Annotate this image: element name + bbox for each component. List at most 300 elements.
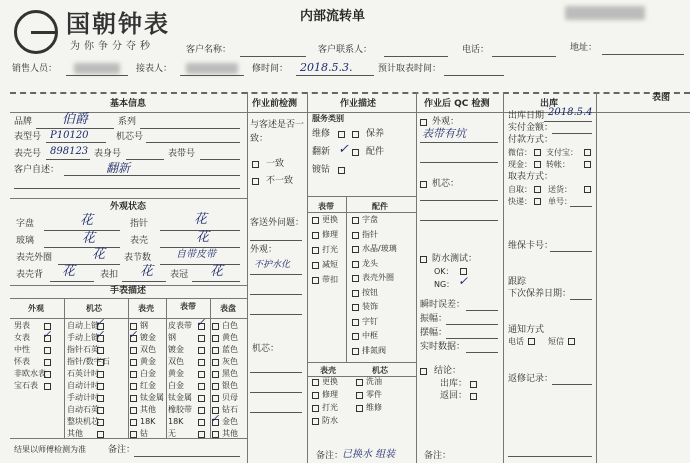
desc-exterior-2-label: 中性 <box>14 345 30 354</box>
desc-case-6-label: 钛金属 <box>140 393 164 402</box>
desc-movement-8-label: 整块机芯 <box>67 417 99 426</box>
band-item-4-checkbox[interactable] <box>312 277 319 284</box>
next-service-field[interactable] <box>570 299 592 300</box>
desc-strap-0-label: 皮表带 <box>168 321 192 330</box>
out-date-value: 2018.5.4 <box>548 107 593 118</box>
desc-dial-9-label: 其他 <box>222 429 238 438</box>
desc-case-3-checkbox[interactable] <box>130 359 137 366</box>
qc-exterior-checkbox[interactable] <box>420 119 427 126</box>
warranty-label: 维保卡号： <box>508 241 554 251</box>
service-plating-checkbox[interactable] <box>338 167 345 174</box>
wechat-checkbox[interactable] <box>534 149 541 156</box>
qc-waterproof-checkbox[interactable] <box>420 256 427 263</box>
strap-links-label: 表节数 <box>124 253 152 263</box>
qc-beat-field[interactable] <box>446 338 498 339</box>
desc-divider-4 <box>10 438 247 439</box>
desc-dial-1-label: 黄色 <box>222 333 238 342</box>
band-item-3-checkbox[interactable] <box>312 262 319 269</box>
model-label: 表型号 <box>14 132 42 142</box>
desc-strap-8-label: 18K <box>168 417 184 426</box>
precheck-movement-field[interactable] <box>250 372 302 373</box>
band-item-2-label: 打光 <box>322 245 338 254</box>
dial-value: 花 <box>80 213 94 228</box>
self-pickup-checkbox[interactable] <box>534 186 541 193</box>
next-service-label: 下次保养日期： <box>508 289 572 299</box>
qc-exterior-value: 表带有坑 <box>422 127 466 140</box>
band-item-0-checkbox[interactable] <box>312 217 319 224</box>
series-label: 系列 <box>118 117 137 127</box>
blurred-salesperson <box>74 63 120 74</box>
ask-field[interactable] <box>250 240 302 241</box>
doc-title: 内部流转单 <box>300 9 366 24</box>
desc-col-case: 表壳 <box>138 304 154 313</box>
expected-pickup-label: 预计取表时间： <box>378 64 442 74</box>
desc-strap-6-label: 钛金属 <box>168 393 192 402</box>
service-maintain-checkbox[interactable] <box>352 131 359 138</box>
address-label: 地址： <box>570 43 598 53</box>
refurbish-check-icon: ✓ <box>338 142 349 157</box>
pickup-method-label: 取表方式： <box>508 172 554 182</box>
desc-movement-5-label: 自动计时 <box>67 381 99 390</box>
qc-conclusion-checkbox[interactable] <box>420 368 427 375</box>
band-item-0-label: 更换 <box>322 215 338 224</box>
logo-circle-icon <box>14 10 58 54</box>
service-title: 服务类别 <box>312 114 344 123</box>
glass-field[interactable] <box>44 247 120 248</box>
revisit-label: 返修记录： <box>508 374 554 384</box>
precheck-movement-field-3[interactable] <box>250 412 302 413</box>
desc-strap-1-checkbox[interactable] <box>198 335 205 342</box>
case-title: 表壳 <box>320 366 336 375</box>
grid-top-line <box>10 92 690 94</box>
out-date-field[interactable] <box>544 121 592 122</box>
parts-item-6-label: 装饰 <box>362 302 378 311</box>
handwritten-check-icon: ✓ <box>210 412 220 425</box>
desc-movement-9-checkbox[interactable] <box>97 431 104 438</box>
consistent-label: 一致 <box>266 159 285 169</box>
service-parts-checkbox[interactable] <box>352 149 359 156</box>
qc-movement-field[interactable] <box>420 200 498 201</box>
desc-dial-1-checkbox[interactable] <box>212 335 219 342</box>
phone-label: 电话： <box>462 45 490 55</box>
series-field[interactable] <box>140 128 240 129</box>
repair-time-value: 2018.5.3. <box>300 61 353 74</box>
clasp-field[interactable] <box>122 281 166 282</box>
desc-strap-3-label: 双色 <box>168 357 184 366</box>
desc-case-4-label: 白金 <box>140 369 156 378</box>
desc-case-2-label: 双色 <box>140 345 156 354</box>
parts-item-7-checkbox[interactable] <box>352 319 359 326</box>
grid-col-4 <box>503 92 504 463</box>
desc-col-exterior: 外观 <box>28 304 44 313</box>
desc-strap-5-checkbox[interactable] <box>198 383 205 390</box>
desc-case-9-checkbox[interactable] <box>130 431 137 438</box>
desc-strap-4-label: 黄金 <box>168 369 184 378</box>
parts-item-1-checkbox[interactable] <box>352 232 359 239</box>
desc-case-5-checkbox[interactable] <box>130 383 137 390</box>
paid-label: 实付金额： <box>508 123 554 133</box>
precheck-exterior-field[interactable] <box>250 274 302 275</box>
model-field[interactable] <box>46 142 106 143</box>
desc-strap-7-checkbox[interactable] <box>198 407 205 414</box>
warranty-field[interactable] <box>550 251 592 252</box>
inconsistent-label: 不一致 <box>266 176 294 186</box>
hands-label: 指针 <box>130 219 149 229</box>
parts-item-6-checkbox[interactable] <box>352 304 359 311</box>
service-maintain: 保养 <box>366 129 385 139</box>
desc-case-2-checkbox[interactable] <box>130 347 137 354</box>
band-item-1-checkbox[interactable] <box>312 232 319 239</box>
clasp-label: 表扣 <box>100 270 119 280</box>
qc-return-checkbox[interactable] <box>470 393 477 400</box>
band-item-1-label: 修理 <box>322 230 338 239</box>
desc-dial-6-checkbox[interactable] <box>212 395 219 402</box>
salesperson-label: 销售人员： <box>12 64 58 74</box>
desc-case-4-checkbox[interactable] <box>130 371 137 378</box>
precheck-question: 与客述是否一致： <box>250 120 305 144</box>
desc-dial-9-checkbox[interactable] <box>212 431 219 438</box>
follow-label: 跟踪 <box>508 277 527 287</box>
mv-item-1-label: 零件 <box>366 390 382 399</box>
customer-desc-value: 翻新 <box>106 161 131 175</box>
case-item-0-label: 更换 <box>322 377 338 386</box>
desc-dial-0-label: 白色 <box>222 321 238 330</box>
notify-phone-checkbox[interactable] <box>528 338 535 345</box>
case-item-0-checkbox[interactable] <box>312 379 319 386</box>
customer-name-field[interactable] <box>240 56 306 57</box>
notify-label: 通知方式 <box>508 325 545 335</box>
desc-movement-2-label: 指针石英 <box>67 345 99 354</box>
desc-col-3 <box>166 298 167 438</box>
crown-field[interactable] <box>192 281 240 282</box>
desc-strap-1-label: 钢 <box>168 333 176 342</box>
desc-strap-8-checkbox[interactable] <box>198 419 205 426</box>
appearance-title: 外观状态 <box>110 202 147 212</box>
qc-return: 返回： <box>440 391 468 401</box>
qc-beat: 摆幅： <box>420 328 448 338</box>
desc-movement-1-label: 手动上链 <box>67 333 99 342</box>
desc-exterior-5-label: 宝石表 <box>14 381 38 390</box>
side-title: 表图 <box>652 93 671 103</box>
blurred-stamp <box>565 6 645 20</box>
repair-time-label: 修时间： <box>252 64 289 74</box>
desc-exterior-3-checkbox[interactable] <box>44 359 51 366</box>
salesperson-field[interactable] <box>66 75 128 76</box>
service-refurbish: 翻新 <box>312 147 331 157</box>
qc-instant-error-field[interactable] <box>466 310 498 311</box>
grid-col-3 <box>416 92 417 463</box>
desc-dial-3-checkbox[interactable] <box>212 359 219 366</box>
desc-col-movement: 机芯 <box>86 304 102 313</box>
job-title: 作业描述 <box>340 99 377 109</box>
customer-contact-label: 客户联系人： <box>318 45 373 55</box>
express-label: 快递： <box>508 197 532 206</box>
phone-field[interactable] <box>492 56 556 57</box>
customer-desc-field-2[interactable] <box>14 188 240 189</box>
body-no-field[interactable] <box>126 159 164 160</box>
crown-label: 表冠 <box>170 270 189 280</box>
desc-exterior-0-label: 男表 <box>14 321 30 330</box>
desc-exterior-1-label: 女表 <box>14 333 30 342</box>
qc-measured: 实时数据： <box>420 342 466 352</box>
service-repair: 维修 <box>312 129 331 139</box>
paid-field[interactable] <box>552 133 592 134</box>
desc-strap-6-checkbox[interactable] <box>198 395 205 402</box>
qc-amplitude: 振幅： <box>420 314 448 324</box>
parts-item-0-checkbox[interactable] <box>352 217 359 224</box>
inconsistent-checkbox[interactable] <box>252 178 259 185</box>
desc-movement-0-label: 自动上链 <box>67 321 99 330</box>
strap-links-value: 自带皮带 <box>176 249 216 260</box>
grid-col-2 <box>307 92 308 463</box>
clasp-value: 花 <box>140 264 154 279</box>
alipay-label: 支付宝： <box>546 148 578 157</box>
case-value: 花 <box>196 230 210 245</box>
band-item-4-label: 带扣 <box>322 275 338 284</box>
desc-movement-7-label: 自动石英 <box>67 405 99 414</box>
qc-outbound-checkbox[interactable] <box>470 381 477 388</box>
qc-amplitude-field[interactable] <box>446 324 498 325</box>
case-item-1-label: 修理 <box>322 390 338 399</box>
desc-case-0-label: 钢 <box>140 321 148 330</box>
case-exterior-label: 表壳外圈 <box>16 253 53 263</box>
mv-item-1-checkbox[interactable] <box>356 392 363 399</box>
qc-measured-field[interactable] <box>466 352 498 353</box>
brand-name: 国朝钟表 <box>66 10 170 38</box>
desc-dial-5-checkbox[interactable] <box>212 383 219 390</box>
desc-case-8-checkbox[interactable] <box>130 419 137 426</box>
case-no-field[interactable] <box>46 159 90 160</box>
repair-time-field[interactable] <box>296 75 374 76</box>
desc-strap-2-checkbox[interactable] <box>198 347 205 354</box>
case-field[interactable] <box>160 247 240 248</box>
desc-movement-6-label: 手动计时 <box>67 393 99 402</box>
customer-desc-label: 客户自述： <box>14 165 60 175</box>
desc-case-9-label: 钻 <box>140 429 148 438</box>
notify-sms-label: 短信 <box>548 337 564 346</box>
movement-no-label: 机芯号 <box>116 132 144 142</box>
job-divider-v <box>346 196 347 362</box>
precheck-title: 作业前检测 <box>252 99 298 109</box>
service-parts: 配件 <box>366 147 385 157</box>
qc-ng: NG： <box>434 280 455 289</box>
desc-dial-7-label: 钻石 <box>222 405 238 414</box>
parts-item-5-label: 按钮 <box>362 287 378 297</box>
desc-case-7-checkbox[interactable] <box>130 407 137 414</box>
desc-dial-5-label: 银色 <box>222 381 238 390</box>
desc-dial-2-checkbox[interactable] <box>212 347 219 354</box>
revisit-field[interactable] <box>552 384 592 385</box>
parts-item-3-checkbox[interactable] <box>352 261 359 268</box>
qc-conclusion: 结论： <box>434 366 462 376</box>
alipay-checkbox[interactable] <box>584 149 591 156</box>
handwritten-check-icon: ✓ <box>128 328 138 341</box>
qc-movement-checkbox[interactable] <box>420 181 427 188</box>
desc-dial-2-label: 蓝色 <box>222 345 238 354</box>
desc-dial-4-checkbox[interactable] <box>212 371 219 378</box>
desc-case-6-checkbox[interactable] <box>130 395 137 402</box>
desc-strap-3-checkbox[interactable] <box>198 359 205 366</box>
desc-exterior-4-label: 非欧水表 <box>14 369 46 378</box>
receiver-field[interactable] <box>180 75 244 76</box>
desc-case-3-label: 黄金 <box>140 357 156 366</box>
cash-checkbox[interactable] <box>534 161 541 168</box>
desc-strap-9-label: 无 <box>168 429 176 438</box>
band-no-label: 表带号 <box>168 149 196 159</box>
brand-slogan: 为你争分夺秒 <box>70 41 154 52</box>
customer-name-label: 客户名称： <box>186 45 232 55</box>
parts-item-8-checkbox[interactable] <box>352 333 359 340</box>
desc-strap-5-label: 白金 <box>168 381 184 390</box>
band-item-2-checkbox[interactable] <box>312 247 319 254</box>
job-divider-3 <box>307 362 416 363</box>
band-item-3-label: 减短 <box>322 260 338 269</box>
parts-item-9-label: 排氮阀 <box>362 345 386 355</box>
handwritten-check-icon: ✓ <box>42 328 52 341</box>
customer-contact-field[interactable] <box>384 56 448 57</box>
desc-col-dial: 表盘 <box>220 304 236 313</box>
self-pickup-label: 自取： <box>508 185 532 194</box>
movement-no-field[interactable] <box>146 142 240 143</box>
parts-item-8-label: 中框 <box>362 331 378 340</box>
precheck-movement-field-2[interactable] <box>250 392 302 393</box>
case-item-3-checkbox[interactable] <box>312 418 319 425</box>
brand-value: 伯爵 <box>62 112 89 127</box>
desc-col-strap: 表带 <box>180 302 196 311</box>
parts-item-7-label: 字钉 <box>362 316 378 326</box>
crown-value: 花 <box>210 264 224 279</box>
outbound-title: 出库 <box>540 99 559 109</box>
case-item-3-label: 防水 <box>322 416 338 425</box>
parts-item-9-checkbox[interactable] <box>352 348 359 355</box>
case-no-label: 表壳号 <box>14 149 42 159</box>
precheck-exterior-label: 外观： <box>250 245 278 255</box>
desc-strap-4-checkbox[interactable] <box>198 371 205 378</box>
desc-dial-6-label: 贝母 <box>222 393 238 402</box>
desc-case-5-label: 红金 <box>140 381 156 390</box>
parts-item-2-label: 水晶/玻璃 <box>362 244 397 253</box>
precheck-exterior-value: 不护水化 <box>254 260 291 270</box>
desc-case-1-label: 镀金 <box>140 333 156 342</box>
outbound-bottom-field[interactable] <box>508 456 592 457</box>
case-no-value: 898123 <box>50 146 89 157</box>
band-no-field[interactable] <box>200 159 240 160</box>
delivery-checkbox[interactable] <box>584 186 591 193</box>
qc-exterior-field[interactable] <box>420 142 498 143</box>
parts-item-5-checkbox[interactable] <box>352 290 359 297</box>
desc-col-1 <box>64 298 65 438</box>
service-repair-checkbox[interactable] <box>338 131 345 138</box>
ask-title: 客送外问题： <box>250 218 305 228</box>
parts-item-1-label: 指针 <box>362 229 378 239</box>
qc-ng-check-icon: ✓ <box>458 274 469 288</box>
desc-case-8-label: 18K <box>140 417 156 426</box>
parts-item-2-checkbox[interactable] <box>352 246 359 253</box>
job-divider-1 <box>307 196 416 197</box>
case-back-field[interactable] <box>50 281 94 282</box>
glass-value: 花 <box>82 231 96 246</box>
desc-dial-4-label: 黑色 <box>222 369 238 378</box>
qc-remark: 备注： <box>424 451 452 461</box>
notify-sms-checkbox[interactable] <box>568 338 575 345</box>
brand-field[interactable] <box>36 128 114 129</box>
case-item-2-checkbox[interactable] <box>312 405 319 412</box>
qc-instant-error: 瞬时误差： <box>420 300 466 310</box>
transfer-checkbox[interactable] <box>584 161 591 168</box>
desc-dial-0-checkbox[interactable] <box>212 323 219 330</box>
job-remark: 备注： <box>316 451 344 461</box>
qc-exterior-field-2[interactable] <box>420 162 498 163</box>
desc-case-7-label: 其他 <box>140 405 156 414</box>
qc-ok: OK： <box>434 267 454 276</box>
wechat-label: 微信： <box>508 148 532 157</box>
parts-item-4-checkbox[interactable] <box>352 275 359 282</box>
service-plating: 镀钻 <box>312 165 331 175</box>
description-title: 手表描述 <box>110 286 147 296</box>
desc-exterior-5-checkbox[interactable] <box>44 383 51 390</box>
consistent-checkbox[interactable] <box>252 161 259 168</box>
parts-item-3-label: 龙头 <box>362 258 378 268</box>
desc-strap-9-checkbox[interactable] <box>198 431 205 438</box>
mv-item-0-checkbox[interactable] <box>356 379 363 386</box>
glass-label: 玻璃 <box>16 236 35 246</box>
body-no-label: 表身号 <box>94 149 122 159</box>
qc-movement: 机芯： <box>432 179 460 189</box>
desc-remark-field[interactable] <box>134 456 240 457</box>
grid-col-5 <box>596 92 597 463</box>
qc-movement-field-2[interactable] <box>420 220 498 221</box>
tracking-field[interactable] <box>570 206 592 207</box>
precheck-exterior-field-3[interactable] <box>250 314 302 315</box>
mv-item-0-label: 洗油 <box>366 377 382 386</box>
address-field[interactable] <box>602 54 684 55</box>
precheck-exterior-field-2[interactable] <box>250 294 302 295</box>
desc-col-2 <box>128 298 129 438</box>
hands-value: 花 <box>194 212 208 227</box>
expected-pickup-field[interactable] <box>444 75 504 76</box>
notify-phone-label: 电话 <box>508 337 524 346</box>
parts-item-4-label: 表壳外圈 <box>362 273 394 282</box>
appearance-divider <box>10 198 247 199</box>
band-title: 表带 <box>318 202 334 211</box>
desc-dial-8-label: 金色 <box>222 417 238 426</box>
job-remark-value: 已换水 组装 <box>342 449 396 460</box>
parts-item-0-label: 字盘 <box>362 215 378 224</box>
mv-title: 机芯 <box>372 366 388 375</box>
customer-desc-field[interactable] <box>64 175 240 176</box>
handwritten-check-icon: ✓ <box>95 316 105 329</box>
precheck-movement-label: 机芯： <box>252 344 280 354</box>
out-date-label: 出库日期 <box>508 111 545 121</box>
express-checkbox[interactable] <box>534 198 541 205</box>
desc-strap-7-label: 橡胶带 <box>168 405 192 414</box>
case-item-1-checkbox[interactable] <box>312 392 319 399</box>
desc-strap-2-label: 镀金 <box>168 345 184 354</box>
handwritten-check-icon: ✓ <box>196 316 206 329</box>
mv-item-2-checkbox[interactable] <box>356 405 363 412</box>
grid-col-1 <box>247 92 248 463</box>
desc-movement-9-label: 其他 <box>67 429 83 438</box>
qc-outbound: 出库： <box>440 379 468 389</box>
cash-label: 现金： <box>508 160 532 169</box>
desc-exterior-2-checkbox[interactable] <box>44 347 51 354</box>
delivery-label: 送货： <box>548 185 572 194</box>
strap-links-field[interactable] <box>160 264 240 265</box>
basic-info-title: 基本信息 <box>110 99 147 109</box>
tracking-label: 单号： <box>548 197 572 206</box>
case-back-label: 表壳背 <box>16 270 44 280</box>
desc-remark: 备注： <box>108 445 136 455</box>
